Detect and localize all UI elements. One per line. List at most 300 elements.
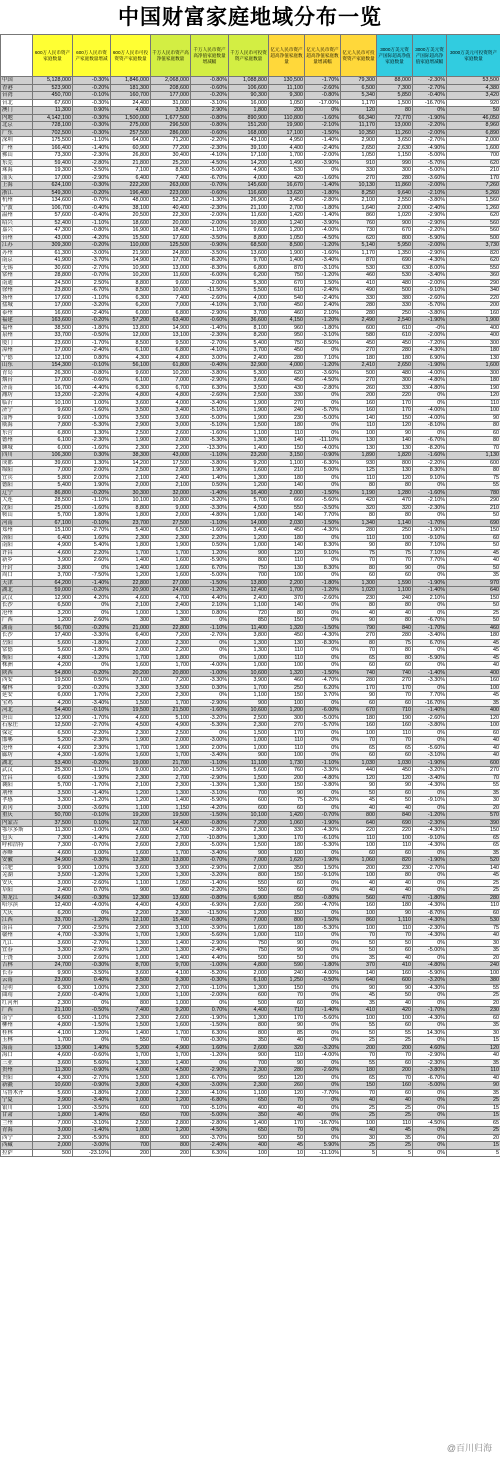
table-cell: 2,300	[111, 444, 151, 452]
table-cell: 1,320	[269, 669, 305, 677]
table-cell: 15	[447, 1142, 500, 1150]
table-cell: 68,500	[229, 242, 269, 250]
table-cell: -5.90%	[191, 557, 229, 565]
table-cell: 5,200	[111, 1044, 151, 1052]
table-cell: 2.40%	[305, 302, 341, 310]
table-cell: 10,100	[229, 812, 269, 820]
table-cell: 7,300	[33, 842, 73, 850]
table-cell: 700	[151, 1112, 191, 1120]
table-cell: 6,200	[111, 302, 151, 310]
table-cell: 9,300	[151, 977, 191, 985]
table-cell: 600	[229, 804, 269, 812]
table-cell: 50	[447, 617, 500, 625]
table-cell: 1,730	[269, 759, 305, 767]
table-cell: 0%	[413, 1022, 447, 1030]
table-cell: 11,170	[341, 122, 377, 130]
table-cell: 40	[377, 887, 413, 895]
table-cell: 1,100	[229, 602, 269, 610]
table-cell: -5.30%	[191, 437, 229, 445]
table-cell: 600	[341, 324, 377, 332]
table-cell: 70	[341, 932, 377, 940]
table-cell: 10,200	[111, 272, 151, 280]
table-cell: 740	[377, 669, 413, 677]
table-cell: 6,800	[151, 309, 191, 317]
table-row	[1, 234, 500, 242]
table-cell: 0%	[191, 729, 229, 737]
table-cell: -16.70%	[305, 1119, 341, 1127]
table-cell: -0.80%	[305, 92, 341, 100]
table-cell: 0%	[413, 429, 447, 437]
table-cell: 0%	[413, 572, 447, 580]
table-cell: -2.30%	[73, 437, 111, 445]
table-cell: 140	[269, 512, 305, 520]
table-row	[1, 812, 500, 820]
table-row	[1, 594, 500, 602]
region-name-cell: 厦门	[1, 339, 33, 347]
region-name-cell: 郑州	[1, 527, 33, 535]
table-cell: -1.60%	[73, 752, 111, 760]
table-cell: -1.40%	[73, 1127, 111, 1135]
table-row	[1, 1067, 500, 1075]
table-cell: -2.30%	[191, 144, 229, 152]
table-row	[1, 204, 500, 212]
table-cell: 1,600	[229, 467, 269, 475]
table-cell: -5.30%	[191, 722, 229, 730]
table-cell: 16,900	[111, 227, 151, 235]
table-cell: 35	[341, 954, 377, 962]
table-cell: 1.40%	[191, 474, 229, 482]
table-row	[1, 482, 500, 490]
table-cell: -6.80%	[191, 1097, 229, 1105]
table-cell: 55	[447, 782, 500, 790]
region-name-cell: 西安	[1, 677, 33, 685]
table-cell: 10,800	[151, 497, 191, 505]
table-cell: 40	[269, 1112, 305, 1120]
table-cell: 540	[269, 294, 305, 302]
table-cell: -3.90%	[305, 159, 341, 167]
table-cell: 1,300	[229, 639, 269, 647]
table-cell: 0%	[305, 654, 341, 662]
table-cell: -3.80%	[413, 1067, 447, 1075]
table-row	[1, 1059, 500, 1067]
table-cell: 900	[151, 1134, 191, 1142]
table-cell: 370	[341, 962, 377, 970]
table-cell: 3,500	[33, 789, 73, 797]
table-cell: 1,600	[151, 1022, 191, 1030]
table-cell: 17,100	[269, 129, 305, 137]
table-cell: 2,600	[33, 992, 73, 1000]
table-cell: 5,100	[151, 714, 191, 722]
table-cell: -1.10%	[73, 137, 111, 145]
region-name-cell: 芜湖	[1, 872, 33, 880]
table-cell: -0.30%	[73, 129, 111, 137]
region-name-cell: 淄博	[1, 414, 33, 422]
table-cell: -3.10%	[413, 752, 447, 760]
table-cell: 18,600	[111, 219, 151, 227]
table-cell: 45	[341, 992, 377, 1000]
table-row	[1, 1097, 500, 1105]
table-cell: 0%	[305, 609, 341, 617]
table-cell: 10,600	[229, 669, 269, 677]
table-cell: 100	[269, 752, 305, 760]
table-cell: 330	[341, 294, 377, 302]
table-row	[1, 294, 500, 302]
table-cell: 48,000	[111, 197, 151, 205]
region-name-cell: 新疆	[1, 1082, 33, 1090]
table-cell: 16,700	[33, 384, 73, 392]
table-cell: -4.20%	[73, 234, 111, 242]
table-cell: 6,300	[111, 294, 151, 302]
table-cell: 1.30%	[73, 429, 111, 437]
header-row	[1, 35, 500, 77]
table-cell: 1,846,000	[111, 77, 151, 85]
table-cell: 4,142,100	[33, 114, 73, 122]
table-cell: 480	[377, 369, 413, 377]
table-cell: 13,900	[33, 1044, 73, 1052]
table-cell: -4.30%	[413, 1014, 447, 1022]
table-cell: 2.10%	[305, 309, 341, 317]
table-row	[1, 197, 500, 205]
table-row	[1, 459, 500, 467]
table-cell: 1,320	[269, 624, 305, 632]
table-cell: -5.00%	[191, 842, 229, 850]
table-row	[1, 167, 500, 175]
table-row	[1, 302, 500, 310]
table-cell: 1,250	[269, 977, 305, 985]
table-cell: 410	[341, 279, 377, 287]
table-row	[1, 767, 500, 775]
table-cell: 950	[229, 1074, 269, 1082]
table-cell: 1,500	[377, 99, 413, 107]
table-cell: 180	[447, 377, 500, 385]
table-cell: 50	[269, 954, 305, 962]
table-cell: 2,410	[341, 362, 377, 370]
table-cell: 130	[269, 564, 305, 572]
table-cell: 1,100	[269, 459, 305, 467]
table-cell: 140	[341, 414, 377, 422]
table-row	[1, 137, 500, 145]
table-cell: 600	[377, 977, 413, 985]
table-cell: -0.60%	[191, 129, 229, 137]
table-row	[1, 647, 500, 655]
table-cell: -0.40%	[73, 204, 111, 212]
table-row	[1, 444, 500, 452]
table-cell: 25	[341, 1037, 377, 1045]
table-cell: 6,000	[111, 309, 151, 317]
table-cell: -1.90%	[413, 317, 447, 325]
table-cell: 50	[341, 789, 377, 797]
table-cell: 61,300	[33, 249, 73, 257]
table-cell: 1,900	[229, 407, 269, 415]
table-cell: -1.50%	[305, 519, 341, 527]
table-cell: -1.80%	[305, 324, 341, 332]
table-cell: 0%	[305, 699, 341, 707]
table-cell: 2,630	[377, 144, 413, 152]
table-cell: -2.90%	[413, 212, 447, 220]
table-cell: 0%	[413, 1142, 447, 1150]
table-cell: 170	[377, 407, 413, 415]
table-cell: -4.80%	[413, 377, 447, 385]
table-cell: 1,500	[229, 774, 269, 782]
table-cell: -1.20%	[305, 587, 341, 595]
region-name-cell: 许昌	[1, 549, 33, 557]
table-cell: 290	[269, 902, 305, 910]
table-cell: -8.50%	[305, 339, 341, 347]
table-cell: -2.70%	[73, 527, 111, 535]
table-cell: 1,600	[229, 924, 269, 932]
table-cell: 110	[269, 737, 305, 745]
table-cell: 222,200	[111, 182, 151, 190]
table-cell: 2,600	[151, 429, 191, 437]
table-cell: 22,800	[151, 624, 191, 632]
table-cell: 500	[229, 999, 269, 1007]
table-cell: 28,800	[33, 272, 73, 280]
table-cell: 490	[341, 287, 377, 295]
table-row	[1, 617, 500, 625]
table-cell: 4,600	[111, 594, 151, 602]
table-cell: 1,050	[341, 152, 377, 160]
table-cell: 1,640	[341, 204, 377, 212]
column-header: 3000万美元资产国际超高净值家庭数量	[377, 35, 413, 77]
table-row	[1, 699, 500, 707]
table-cell: 100	[269, 699, 305, 707]
table-cell: -1.40%	[413, 587, 447, 595]
table-cell: 210	[269, 467, 305, 475]
table-cell: 350	[229, 1037, 269, 1045]
table-cell: -0.40%	[73, 212, 111, 220]
table-row	[1, 639, 500, 647]
table-cell: -0.80%	[191, 894, 229, 902]
table-cell: -0.80%	[191, 819, 229, 827]
table-cell: 35	[447, 699, 500, 707]
table-cell: 280	[269, 354, 305, 362]
table-cell: -2.30%	[73, 152, 111, 160]
table-cell: 7,000	[229, 917, 269, 925]
region-name-cell: 成都	[1, 459, 33, 467]
table-cell: -1.10%	[191, 519, 229, 527]
table-cell: 3,500	[111, 414, 151, 422]
table-cell: 4,100	[33, 1029, 73, 1037]
table-cell: 11,260	[377, 129, 413, 137]
table-cell: -2.70%	[73, 1074, 111, 1082]
table-cell: -1.20%	[73, 654, 111, 662]
table-cell: -1.60%	[73, 407, 111, 415]
table-cell: 200	[151, 1149, 191, 1157]
table-cell: -3.50%	[191, 249, 229, 257]
table-cell: 1,030	[377, 759, 413, 767]
table-cell: -5.20%	[191, 969, 229, 977]
table-cell: 110	[377, 924, 413, 932]
table-cell: 10,130	[341, 182, 377, 190]
table-cell: -3.50%	[73, 1104, 111, 1112]
table-cell: 2,900	[341, 137, 377, 145]
table-cell: -5.70%	[305, 722, 341, 730]
table-cell: 70	[377, 692, 413, 700]
table-cell: 85	[269, 1029, 305, 1037]
table-cell: 2,600	[151, 1014, 191, 1022]
table-cell: 90	[377, 984, 413, 992]
table-cell: 2,700	[151, 774, 191, 782]
table-cell: 2,000	[111, 647, 151, 655]
table-cell: -1.80%	[73, 324, 111, 332]
table-cell: -2.00%	[191, 219, 229, 227]
table-cell: 550	[111, 1037, 151, 1045]
table-cell: 2,000	[151, 437, 191, 445]
table-cell: -4.10%	[191, 1089, 229, 1097]
table-cell: 450	[269, 527, 305, 535]
table-cell: 500	[229, 954, 269, 962]
table-cell: -1.40%	[413, 707, 447, 715]
table-cell: 9,700	[151, 962, 191, 970]
table-cell: 4,000	[111, 827, 151, 835]
table-cell: 10,350	[341, 129, 377, 137]
table-cell: 6,100	[229, 977, 269, 985]
table-cell: -1.50%	[73, 1022, 111, 1030]
table-cell: 25	[447, 1127, 500, 1135]
region-name-cell: 宁波	[1, 204, 33, 212]
table-row	[1, 819, 500, 827]
table-cell: 30,300	[111, 489, 151, 497]
table-cell: 900	[229, 549, 269, 557]
table-row	[1, 347, 500, 355]
table-cell: -2.00%	[305, 152, 341, 160]
table-row	[1, 182, 500, 190]
table-cell: 0%	[305, 1029, 341, 1037]
table-cell: -3.10%	[191, 99, 229, 107]
table-row	[1, 714, 500, 722]
table-cell: 4,600	[111, 714, 151, 722]
table-cell: 23,800	[33, 287, 73, 295]
table-cell: 3,700	[229, 347, 269, 355]
table-cell: -1.00%	[73, 827, 111, 835]
table-row	[1, 549, 500, 557]
table-cell: 5,400	[33, 482, 73, 490]
table-cell: 1,200	[229, 909, 269, 917]
table-row	[1, 632, 500, 640]
table-cell: 38,500	[33, 324, 73, 332]
region-name-cell: 新乡	[1, 557, 33, 565]
table-cell: -0.60%	[191, 317, 229, 325]
table-cell: 6,500	[33, 729, 73, 737]
table-cell: 3,150	[269, 452, 305, 460]
table-cell: 1.50%	[305, 864, 341, 872]
table-cell: 2,300	[111, 774, 151, 782]
table-cell: 1,100	[229, 1089, 269, 1097]
table-row	[1, 512, 500, 520]
table-cell: 110	[341, 474, 377, 482]
table-cell: -2.90%	[73, 174, 111, 182]
region-name-cell: 广州	[1, 144, 33, 152]
table-cell: -4.40%	[73, 384, 111, 392]
table-cell: 120	[447, 1044, 500, 1052]
table-cell: -4.30%	[413, 842, 447, 850]
table-cell: 75	[447, 474, 500, 482]
table-cell: 1,700	[151, 1052, 191, 1060]
table-cell: -4.00%	[305, 444, 341, 452]
table-cell: 1,100	[377, 587, 413, 595]
table-cell: -0.70%	[73, 842, 111, 850]
table-cell: 56,700	[33, 624, 73, 632]
table-cell: 1,800	[151, 1074, 191, 1082]
table-cell: 200	[447, 302, 500, 310]
table-row	[1, 587, 500, 595]
table-row	[1, 107, 500, 115]
table-cell: 0%	[305, 617, 341, 625]
table-cell: 0%	[305, 392, 341, 400]
table-cell: 450	[377, 339, 413, 347]
table-cell: 2,300	[111, 984, 151, 992]
table-cell: 0%	[305, 1134, 341, 1142]
table-cell: 8,800	[111, 504, 151, 512]
table-cell: 450,700	[33, 92, 73, 100]
table-cell: 0%	[305, 1082, 341, 1090]
table-cell: 1,300	[229, 1014, 269, 1022]
table-cell: 280	[447, 894, 500, 902]
table-cell: 950	[269, 332, 305, 340]
table-row	[1, 174, 500, 182]
column-header: 千万人民币可投资资产家庭数量	[229, 35, 269, 77]
table-cell: -0.10%	[73, 519, 111, 527]
table-cell: 13,600	[229, 249, 269, 257]
table-cell: 90	[341, 984, 377, 992]
table-cell: 5	[341, 1149, 377, 1157]
table-cell: 3,450	[269, 197, 305, 205]
table-cell: 1,280	[377, 489, 413, 497]
table-cell: 11,860	[377, 182, 413, 190]
table-row	[1, 827, 500, 835]
table-cell: -0.90%	[305, 452, 341, 460]
table-cell: 130	[447, 354, 500, 362]
table-cell: 52,200	[151, 197, 191, 205]
region-name-cell: 内地	[1, 114, 33, 122]
table-cell: 125	[341, 467, 377, 475]
table-cell: 4,900	[33, 542, 73, 550]
table-cell: 750	[269, 272, 305, 280]
table-cell: -2.60%	[305, 84, 341, 92]
watermark: @百川归海	[446, 1443, 492, 1453]
table-cell: 43,000	[151, 452, 191, 460]
table-cell: -0.40%	[191, 362, 229, 370]
table-cell: 160	[341, 902, 377, 910]
table-cell: 2.20%	[73, 549, 111, 557]
table-cell: -1.70%	[305, 77, 341, 85]
table-cell: 460	[269, 677, 305, 685]
table-cell: 800	[341, 812, 377, 820]
table-cell: 910	[341, 159, 377, 167]
table-cell: 60	[341, 849, 377, 857]
table-cell: 350	[269, 864, 305, 872]
table-cell: 40	[269, 1104, 305, 1112]
table-cell: 6.70%	[413, 639, 447, 647]
table-cell: -4.30%	[413, 827, 447, 835]
table-cell: 2,000	[229, 864, 269, 872]
table-cell: 600	[229, 992, 269, 1000]
table-cell: 6,800	[33, 429, 73, 437]
table-cell: 120	[341, 107, 377, 115]
table-cell: 17,000	[33, 174, 73, 182]
table-cell: 5,700	[33, 512, 73, 520]
table-cell: -2.10%	[413, 497, 447, 505]
table-cell: 2,000	[447, 137, 500, 145]
table-cell: -5.00%	[305, 414, 341, 422]
table-cell: 1.00%	[73, 864, 111, 872]
table-cell: 120	[377, 422, 413, 430]
table-cell: 90	[269, 939, 305, 947]
table-row	[1, 317, 500, 325]
table-cell: -17.00%	[305, 99, 341, 107]
table-cell: 25,300	[33, 767, 73, 775]
table-cell: 25	[377, 1104, 413, 1112]
